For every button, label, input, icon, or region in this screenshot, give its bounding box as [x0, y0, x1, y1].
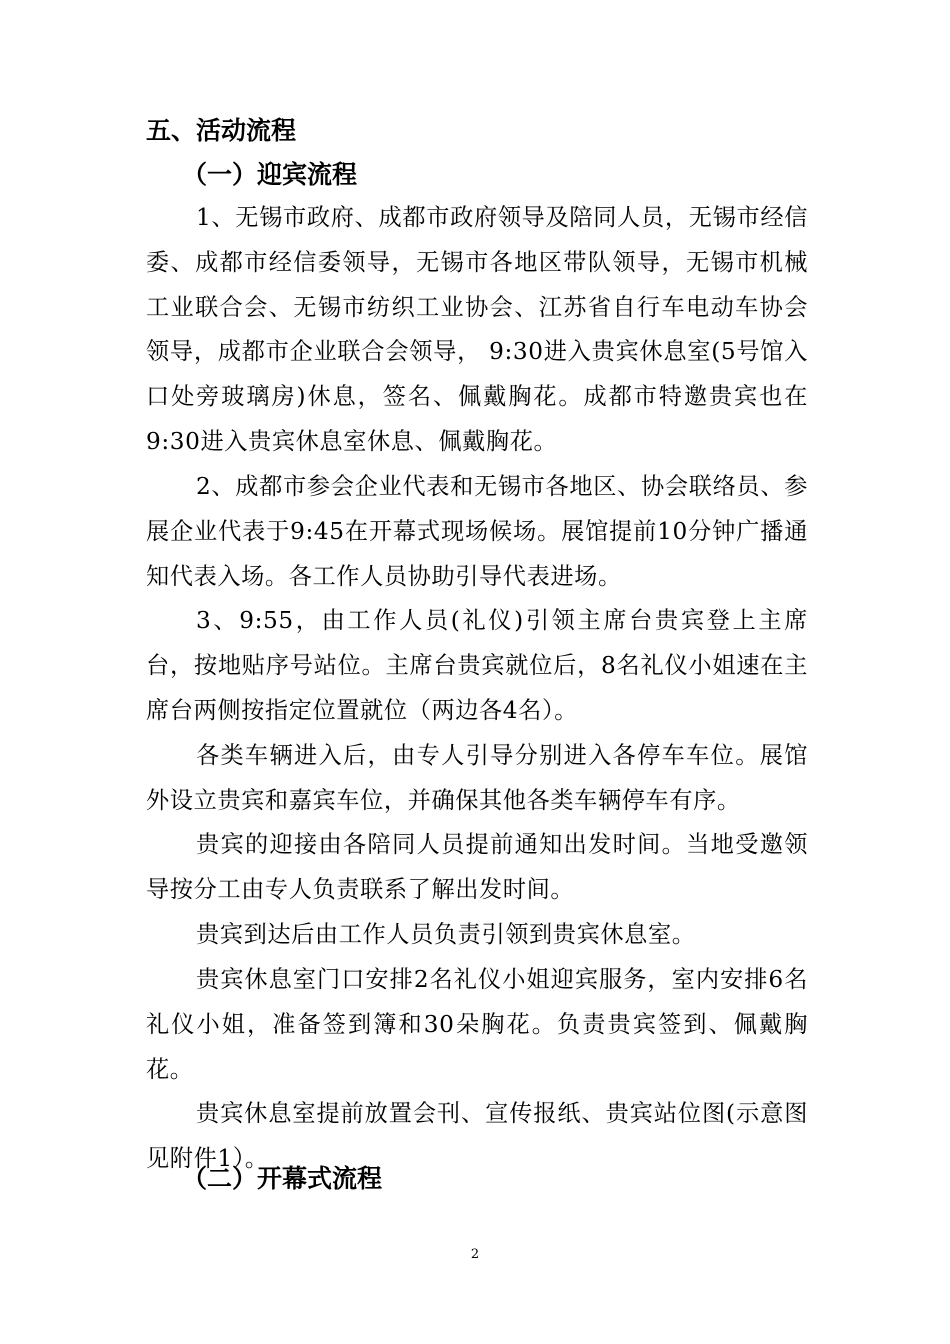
- page-number: 2: [470, 1247, 480, 1262]
- subsection-heading-opening: （二）开幕式流程: [182, 1164, 383, 1193]
- paragraph-lounge-staff: 贵宾休息室门口安排2名礼仪小姐迎宾服务，室内安排6名礼仪小姐，准备签到簿和30朵胸花。负责贵宾签到、佩戴胸花。: [146, 966, 808, 1083]
- section-heading: 五、活动流程: [146, 116, 297, 145]
- subsection-heading-welcome: （一）迎宾流程: [182, 160, 358, 189]
- paragraph-vehicles: 各类车辆进入后，由专人引导分别进入各停车车位。展馆外设立贵宾和嘉宾车位，并确保其他各类车辆停车有序。: [146, 742, 808, 814]
- paragraph-podium: 3、9:55，由工作人员(礼仪)引领主席台贵宾登上主席台，按地贴序号站位。主席台贵宾就位后，8名礼仪小姐速在主席台两侧按指定位置就位（两边各4名）。: [146, 607, 808, 724]
- paragraph-delegates: 2、成都市参会企业代表和无锡市各地区、协会联络员、参展企业代表于9:45在开幕式现场候场。展馆提前10分钟广播通知代表入场。各工作人员协助引导代表进场。: [146, 473, 808, 590]
- paragraph-vip-arrival: 1、无锡市政府、成都市政府领导及陪同人员，无锡市经信委、成都市经信委领导，无锡市各地区带队领导，无锡市机械工业联合会、无锡市纺织工业协会、江苏省自行车电动车协会领导，成都市企业联合会领导， 9:30进入贵宾休息室(5号馆入口处旁玻璃房)休息，签名、佩戴胸花。成都市特邀贵宾也在9:30进入贵宾休息室休息、佩戴胸花。: [146, 204, 808, 455]
- paragraph-vip-guidance: 贵宾到达后由工作人员负责引领到贵宾休息室。: [196, 921, 696, 948]
- paragraph-vip-reception: 贵宾的迎接由各陪同人员提前通知出发时间。当地受邀领导按分工由专人负责联系了解出发时间。: [146, 831, 808, 903]
- paragraph-lounge-materials: 贵宾休息室提前放置会刊、宣传报纸、贵宾站位图(示意图见附件1）。: [146, 1100, 808, 1172]
